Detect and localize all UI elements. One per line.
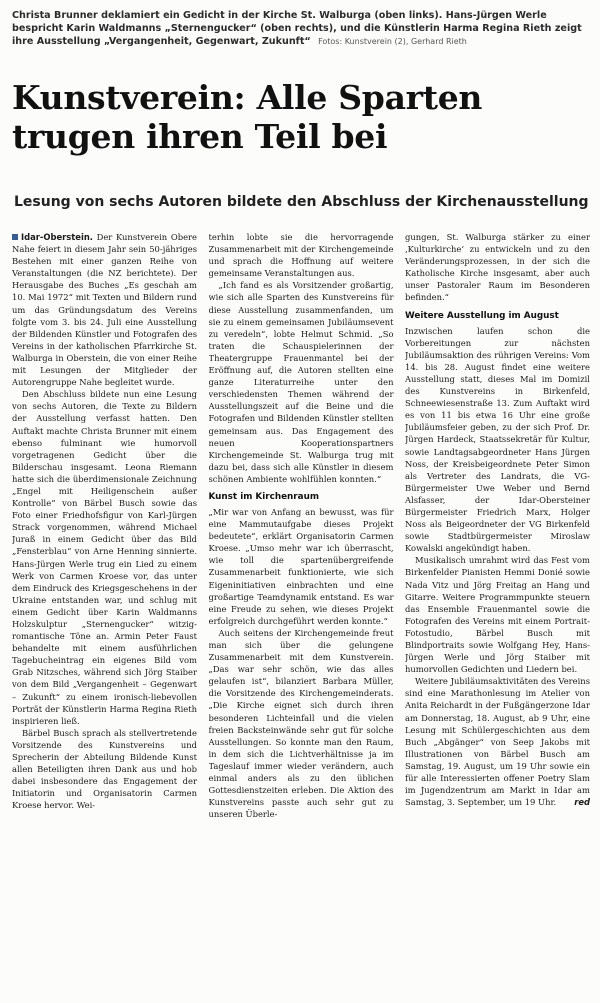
dateline: Idar-Oberstein. bbox=[21, 232, 93, 242]
paragraph: Musikalisch umrahmt wird das Fest vom Birkenfelder Pianisten Hemmi Donié sowie Nada Vitz und Jörg Freitag an Hang und Gitarre. Weitere Programmpunkte steuern das Ensemble Frauenmantel sowie die Fotografen des Vereins mit einem Portrait-Fotostudio, Bärbel Busch mit Blindportraits sowie Wolfgang Hey, Hans-Jürgen Werle und Jörg Staiber mit humorvollen Gedichten und Liedern bei. bbox=[405, 555, 590, 675]
article-subheadline: Lesung von sechs Autoren bildete den Abschluss der Kirchenausstellung bbox=[14, 194, 589, 210]
photo-credit: Fotos: Kunstverein (2), Gerhard Rieth bbox=[318, 37, 467, 46]
paragraph: Den Abschluss bildete nun eine Lesung von sechs Autoren, die Texte zu Bildern der Ausstellung verfasst hatten. Den Auftakt machte Christa Brunner mit einem ebenso fulminant wie humorvoll vorgetragenen Gedicht über die Bilderschau insgesamt. Leona Riemann hatte sich die überdimensionale Zeichnung „Engel mit Heiligenschein außer Kontrolle“ von Bärbel Busch sowie das Foto einer Friedhofsfigur von Karl-Jürgen Strack vorgenommen, während Michael Juraß in einem Gedicht über das Bild „Fensterblau“ von Arne Henning sinnierte. Hans-Jürgen Werle trug ein Lied zu einem Werk von Carmen Kroese vor, das unter dem Eindruck des Kriegsgeschehens in der Ukraine entstanden war, und schlug mit einem Gedicht über Karin Waldmanns Holzskulptur „Sternengucker“ witzig-romantische Töne an. Armin Peter Faust behandelte mit einem ausführlichen Tagebucheintrag ein eigenes Bild vom Grab Nitzsches, während sich Jörg Staiber von dem Bild „Vergangenheit – Gegenwart – Zukunft“ zu einem ironisch-liebevollen Porträt der Künstlerin Harma Regina Rieth inspirieren ließ. bbox=[12, 389, 197, 726]
paragraph: Inzwischen laufen schon die Vorbereitungen zur nächsten Jubiläumsaktion des rührigen Vereins: Vom 14. bis 28. August findet eine weitere Ausstellung statt, dieses Mal im Domizil des Kunstvereins in Birkenfeld, Schneewiesenstraße 13. Zum Auftakt wird es von 11 bis etwa 16 Uhr eine große Jubiläumsfeier geben, zu der sich Prof. Dr. Jürgen Hardeck, Staatssekretär für Kultur, sowie Landtagsabgeordneter Hans Jürgen Noss, der Kreisbeigeordnete Peter Simon als Vertreter des Landrats, die VG-Bürgermeister Uwe Weber und Bernd Alsfasser, der Idar-Obersteiner Bürgermeister Friedrich Marx, Holger Noss als Beigeordneter der VG Birkenfeld sowie Stadtbürgermeister Miroslaw Kowalski angekündigt haben. bbox=[405, 325, 590, 554]
column-2 bbox=[209, 231, 394, 993]
paragraph: terhin lobte sie die hervorragende Zusammenarbeit mit der Kirchengemeinde und sprach die Hoffnung auf weitere gemeinsame Veranstaltungen aus. bbox=[208, 232, 394, 279]
paragraph: Bärbel Busch sprach als stellvertretende Vorsitzende des Kunstvereins und Sprecherin der Abteilung Bildende Kunst allen Beteiligten ihren Dank aus und hob dabei insbesondere das Engagement der Initiatorin und Organisatorin Carmen Kroese hervor. Wei- bbox=[12, 727, 197, 811]
paragraph-text: Der Kunstverein Obere Nahe feiert in diesem Jahr sein 50-jähriges Bestehen mit einer ganzen Reihe von Veranstaltungen (die NZ berichtete). Der Herausgabe des Buches „Es geschah am 10. Mai 1972“ mit Texten und Bildern rund um das Gründungsdatum des Vereins folgte vom 3. bis 24. Juli eine Ausstellung der Bildenden Künstler und Fotografen des Vereins in der katholischen Pfarrkirche St. Walburga in Oberstein, die von einer Reihe mit Lesungen der Mitglieder der Autorengruppe Nahe begleitet wurde. bbox=[12, 232, 197, 388]
section-heading: Kunst im Kirchenraum bbox=[208, 491, 320, 502]
paragraph bbox=[12, 231, 197, 388]
dateline-marker-icon bbox=[12, 234, 18, 240]
paragraph: Auch seitens der Kirchengemeinde freut man sich über die gelungene Zusammenarbeit mit dem Kunstverein. „Das war sehr schön, wie das alles gelaufen ist“, bilanziert Barbara Müller, die Vorsitzende des Kirchengemeinderats. „Die Kirche eignet sich durch ihren besonderen Lichteinfall und die vielen freien Backsteinwände sehr gut für solche Ausstellungen. So konnte man den Raum, in dem sich die Lichtverhältnisse ja im Tageslauf immer wieder verändern, auch einmal anders als zu den üblichen Gottesdienstzeiten erleben. Die Aktion des Kunstvereins passte auch sehr gut zu unseren Überle- bbox=[208, 627, 394, 820]
column-3 bbox=[405, 231, 590, 993]
photo-caption bbox=[12, 9, 588, 48]
author-signature: red bbox=[574, 797, 590, 808]
paragraph bbox=[405, 675, 590, 808]
article-body bbox=[12, 231, 590, 993]
article-headline: Kunstverein: Alle Sparten trugen ihren Teil bei bbox=[12, 78, 483, 156]
section-heading: Weitere Ausstellung im August bbox=[405, 310, 559, 321]
paragraph: „Mir war von Anfang an bewusst, was für eine Mammutaufgabe dieses Projekt bedeutete“, erklärt Organisatorin Carmen Kroese. „Umso mehr war ich überrascht, wie toll die spartenübergreifende Zusammenarbeit funktionierte, wie sich Eigeninitiativen einbrachten und eine großartige Teamdynamik entstand. Es war eine Freude zu sehen, wie dieses Projekt erfolgreich durchgeführt werden konnte.“ bbox=[208, 506, 394, 626]
paragraph: gungen, St. Walburga stärker zu einer ‚Kulturkirche‘ zu entwickeln und zu den Veränderungsprozessen, in der sich die Katholische Kirche insgesamt, aber auch unser Pastoraler Raum im Besonderen befinden.“ bbox=[405, 232, 590, 303]
paragraph: „Ich fand es als Vorsitzender großartig, wie sich alle Sparten des Kunstvereins für diese Ausstellung zusammenfanden, um sie zu einem gemeinsamen Jubiläumsevent zu veredeln“, lobte Helmut Schmid. „So traten die Schauspielerinnen der Theatergruppe Frauenmantel bei der Eröffnung auf, die Autoren stellten eine ganze Literaturreihe unter den verschiedensten Themen während der Ausstellungszeit auf die Beine und die Fotografen und Bildenden Künstler stellten gemeinsam aus. Das Engagement des neuen Kooperationspartners Kirchengemeinde St. Walburga trug mit dazu bei, dass sich alle Künstler in diesem schönen Ambiente wohlfühlen konnten.“ bbox=[208, 280, 394, 484]
caption-text: Christa Brunner deklamiert ein Gedicht in der Kirche St. Walburga (oben links). Hans-Jürgen Werle bespricht Karin Waldmanns „Sternengucker“ (oben rechts), und die Künstlerin Harma Regina Rieth zeigt ihre Ausstellung „Vergangenheit, Gegenwart, Zukunft“ bbox=[12, 10, 582, 47]
column-1 bbox=[12, 231, 197, 993]
paragraph-text: Weitere Jubiläumsaktivitäten des Vereins sind eine Marathonlesung im Atelier von Anita Reichardt in der Fußgängerzone Idar am Donnerstag, 18. August, ab 9 Uhr, eine Lesung mit Schülergeschichten aus dem Buch „Abgänger“ von Seep Jakobs mit Illustrationen von Bärbel Busch am Samstag, 19. August, um 19 Uhr sowie ein für alle Interessierten offener Poetry Slam im Jugendzentrum am Markt in Idar am Samstag, 3. September, um 19 Uhr. bbox=[405, 676, 590, 808]
